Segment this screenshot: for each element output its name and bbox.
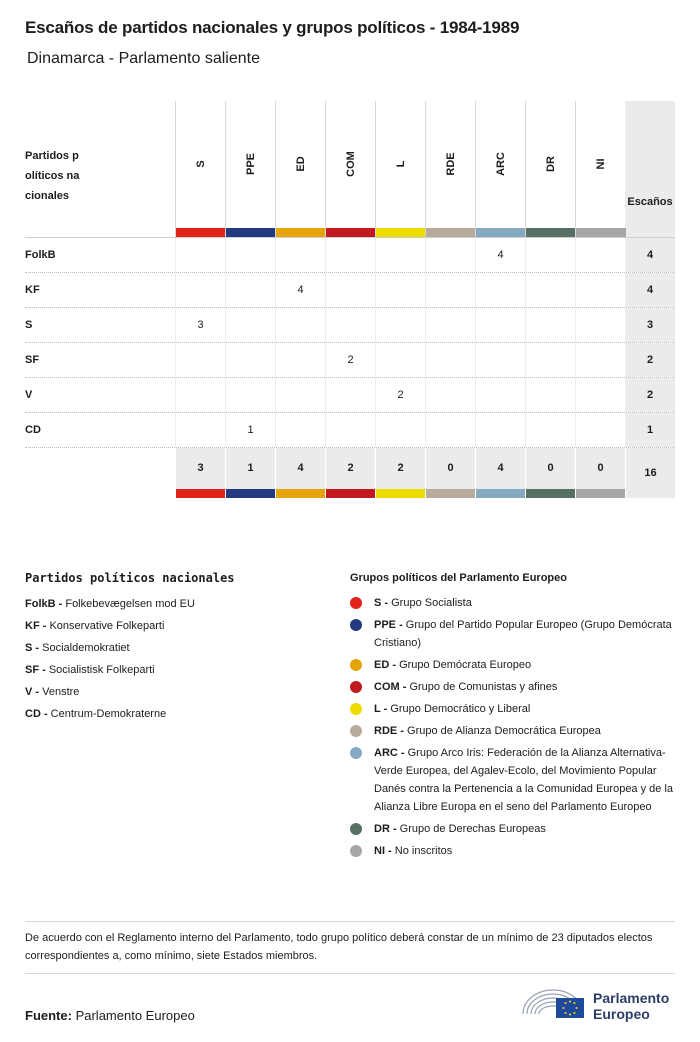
group-total-cell xyxy=(475,448,525,498)
legend-name: Grupo del Partido Popular Europeo (Grupo Demócrata Cristiano) xyxy=(374,619,672,649)
seat-cell xyxy=(375,308,425,342)
seat-cell xyxy=(375,273,425,307)
group-code: COM xyxy=(345,151,357,177)
seat-cell xyxy=(475,378,525,412)
group-color-strip xyxy=(226,489,275,498)
seat-cell xyxy=(425,238,475,272)
european-parliament-logo xyxy=(520,984,680,1022)
group-total-value: 0 xyxy=(547,462,554,474)
group-code: NI xyxy=(595,158,607,170)
group-color-strip xyxy=(476,228,526,237)
legend-code: SF xyxy=(25,664,40,676)
group-color-dot xyxy=(350,725,362,737)
seat-cell xyxy=(275,378,325,412)
seat-cell xyxy=(525,343,575,377)
corner-label: Partidos políticos nacionales xyxy=(25,150,80,202)
seat-cell xyxy=(275,308,325,342)
seat-cell xyxy=(575,378,625,412)
seat-cell xyxy=(225,378,275,412)
seat-cell xyxy=(175,238,225,272)
legend-code: L xyxy=(374,703,381,715)
seat-cell xyxy=(375,238,425,272)
group-color-dot xyxy=(350,823,362,835)
grand-total-value: 16 xyxy=(644,467,657,479)
table-body xyxy=(25,238,675,448)
national-parties-legend xyxy=(25,571,325,725)
seat-cell xyxy=(525,378,575,412)
group-color-dot xyxy=(350,659,362,671)
seat-cell xyxy=(575,308,625,342)
seat-cell xyxy=(275,413,325,447)
logo-line-2: Europeo xyxy=(593,1006,650,1022)
legend-code: KF xyxy=(25,620,40,632)
legend-name: Socialistisk Folkeparti xyxy=(48,664,155,676)
legend-item: ARC - Grupo Arco Iris: Federación de la Alianza Alternativa-Verde Europea, del Agalev-Ecolo, del Movimiento Popular Danés contra la Pertenencia a la Comunidad Europea y de la Alianza Libre Europa en el seno del Parlamento Europeo xyxy=(350,744,675,816)
group-column-header xyxy=(375,101,426,237)
seat-cell xyxy=(525,308,575,342)
seat-cell xyxy=(275,238,325,272)
group-color-dot xyxy=(350,845,362,857)
party-name: FolkB xyxy=(25,249,56,261)
legend-item: SF - Socialistisk Folkeparti xyxy=(25,664,155,676)
political-groups-legend-title: Grupos políticos del Parlamento Europeo xyxy=(350,572,567,584)
seat-cell xyxy=(375,343,425,377)
row-seat-total: 2 xyxy=(625,378,675,412)
legend-item: L - Grupo Democrático y Liberal xyxy=(350,700,675,718)
seat-cell xyxy=(325,413,375,447)
legend-code: S xyxy=(25,642,33,654)
seat-cell xyxy=(325,273,375,307)
legend-code: CD xyxy=(25,708,41,720)
group-column-header xyxy=(325,101,376,237)
group-total-cell xyxy=(375,448,425,498)
group-total-cell xyxy=(225,448,275,498)
rules-note: De acuerdo con el Reglamento interno del Parlamento, todo grupo político deberá constar de un mínimo de 23 diputados electos correspondientes a, como mínimo, siete Estados miembros. xyxy=(25,921,675,974)
group-total-value: 2 xyxy=(397,462,404,474)
seats-table xyxy=(25,101,675,498)
seat-cell xyxy=(425,413,475,447)
group-total-cell xyxy=(325,448,375,498)
party-name: S xyxy=(25,319,33,331)
seat-cell: 4 xyxy=(275,273,325,307)
group-color-strip xyxy=(526,228,576,237)
group-color-strip xyxy=(326,228,376,237)
group-total-cell xyxy=(525,448,575,498)
seat-cell xyxy=(225,238,275,272)
group-color-dot xyxy=(350,597,362,609)
seat-cell xyxy=(475,273,525,307)
group-column-header xyxy=(225,101,276,237)
group-total-value: 4 xyxy=(297,462,304,474)
legend-code: S xyxy=(374,597,382,609)
seat-cell xyxy=(175,413,225,447)
legend-item: NI - No inscritos xyxy=(350,842,675,860)
seat-cell: 4 xyxy=(475,238,525,272)
legend-code: ARC xyxy=(374,747,398,759)
party-name: CD xyxy=(25,424,41,436)
seats-column-header xyxy=(625,101,675,237)
seat-cell xyxy=(375,413,425,447)
seat-cell xyxy=(225,273,275,307)
table-row xyxy=(25,413,675,448)
party-name: SF xyxy=(25,354,40,366)
row-seat-total: 4 xyxy=(625,273,675,307)
group-color-strip xyxy=(576,489,625,498)
seat-cell xyxy=(525,413,575,447)
legend-item: FolkB - Folkebevægelsen mod EU xyxy=(25,598,195,610)
source-label: Fuente: xyxy=(25,1008,72,1023)
seat-cell xyxy=(575,273,625,307)
group-code: L xyxy=(395,160,407,168)
group-code: S xyxy=(195,160,207,168)
group-color-strip xyxy=(176,489,225,498)
group-color-dot xyxy=(350,747,362,759)
seat-cell xyxy=(475,343,525,377)
table-header xyxy=(25,101,675,238)
seat-cell xyxy=(425,273,475,307)
legend-item: S - Socialdemokratiet xyxy=(25,642,130,654)
group-total-cell xyxy=(575,448,625,498)
legend-code: FolkB xyxy=(25,598,56,610)
party-name: KF xyxy=(25,284,40,296)
group-color-strip xyxy=(376,228,426,237)
source-line xyxy=(25,1008,195,1023)
seat-cell xyxy=(425,378,475,412)
legend-item: PPE - Grupo del Partido Popular Europeo (Grupo Demócrata Cristiano) xyxy=(350,616,675,652)
legend-code: COM xyxy=(374,681,400,693)
seat-cell xyxy=(225,308,275,342)
group-column-header xyxy=(475,101,526,237)
seat-cell: 3 xyxy=(175,308,225,342)
legend-item: DR - Grupo de Derechas Europeas xyxy=(350,820,675,838)
legend-name: Grupo Democrático y Liberal xyxy=(390,703,531,715)
group-total-value: 4 xyxy=(497,462,504,474)
legend-item: S - Grupo Socialista xyxy=(350,594,675,612)
seat-cell xyxy=(275,343,325,377)
group-color-dot xyxy=(350,703,362,715)
legend-code: NI xyxy=(374,845,385,857)
seat-cell xyxy=(475,308,525,342)
table-row xyxy=(25,238,675,273)
row-seat-total: 2 xyxy=(625,343,675,377)
group-color-strip xyxy=(276,228,326,237)
legend-code: RDE xyxy=(374,725,398,737)
seat-cell xyxy=(325,238,375,272)
group-code: PPE xyxy=(245,153,257,176)
group-total-cell xyxy=(425,448,475,498)
group-total-value: 0 xyxy=(597,462,604,474)
legend-code: ED xyxy=(374,659,390,671)
group-color-strip xyxy=(476,489,525,498)
legend-name: Grupo Demócrata Europeo xyxy=(399,659,532,671)
group-color-strip xyxy=(326,489,375,498)
group-color-strip xyxy=(426,228,476,237)
group-color-strip xyxy=(376,489,425,498)
group-column-header xyxy=(525,101,576,237)
group-total-cell xyxy=(275,448,325,498)
grand-total-cell xyxy=(625,448,675,498)
legend-code: PPE xyxy=(374,619,397,631)
group-color-strip xyxy=(576,228,626,237)
group-color-strip xyxy=(276,489,325,498)
seat-cell xyxy=(575,343,625,377)
political-groups-legend xyxy=(350,572,675,864)
seat-cell xyxy=(425,308,475,342)
seat-cell xyxy=(325,378,375,412)
seat-cell xyxy=(225,343,275,377)
group-color-strip xyxy=(426,489,475,498)
seat-cell xyxy=(175,343,225,377)
table-row xyxy=(25,343,675,378)
national-parties-legend-title: Partidos políticos nacionales xyxy=(25,571,235,585)
group-column-header xyxy=(425,101,476,237)
party-name: V xyxy=(25,389,33,401)
legend-code: DR xyxy=(374,823,390,835)
table-row xyxy=(25,308,675,343)
group-code: ED xyxy=(295,156,307,172)
seat-cell xyxy=(475,413,525,447)
table-row xyxy=(25,273,675,308)
seat-cell xyxy=(575,413,625,447)
page-subtitle: Dinamarca - Parlamento saliente xyxy=(27,50,260,67)
legend-name: Grupo de Alianza Democrática Europea xyxy=(407,725,601,737)
seat-cell xyxy=(525,273,575,307)
legend-item: RDE - Grupo de Alianza Democrática Europea xyxy=(350,722,675,740)
legend-name: Centrum-Demokraterne xyxy=(50,708,167,720)
group-code: DR xyxy=(545,156,557,172)
seat-cell xyxy=(175,378,225,412)
totals-row xyxy=(25,448,675,498)
source-value: Parlamento Europeo xyxy=(75,1008,195,1023)
legend-name: No inscritos xyxy=(394,845,453,857)
legend-item: KF - Konservative Folkeparti xyxy=(25,620,165,632)
page-title: Escaños de partidos nacionales y grupos políticos - 1984-1989 xyxy=(25,18,520,37)
seat-cell xyxy=(575,238,625,272)
seat-cell xyxy=(175,273,225,307)
group-color-dot xyxy=(350,619,362,631)
seat-cell xyxy=(525,238,575,272)
seat-cell xyxy=(325,308,375,342)
legend-name: Konservative Folkeparti xyxy=(49,620,165,632)
row-seat-total: 1 xyxy=(625,413,675,447)
group-code: RDE xyxy=(445,152,457,176)
legend-name: Folkebevægelsen mod EU xyxy=(65,598,195,610)
logo-line-1: Parlamento xyxy=(593,990,670,1006)
legend-name: Grupo Socialista xyxy=(391,597,472,609)
group-total-cell xyxy=(175,448,225,498)
legend-name: Grupo Arco Iris: Federación de la Alianza Alternativa-Verde Europea, del Agalev-Ecolo, del Movimiento Popular Danés contra la Pertenencia a la Comunidad Europea y de la Alianza Libre Europa en el seno del Parlamento Europeo xyxy=(374,747,674,813)
legend-item: COM - Grupo de Comunistas y afines xyxy=(350,678,675,696)
seat-cell: 2 xyxy=(375,378,425,412)
group-column-header xyxy=(575,101,626,237)
group-column-header xyxy=(275,101,326,237)
parliament-hemicycle-icon xyxy=(520,984,586,1022)
legend-item: ED - Grupo Demócrata Europeo xyxy=(350,656,675,674)
group-total-value: 2 xyxy=(347,462,354,474)
group-code: ARC xyxy=(495,152,507,176)
group-color-dot xyxy=(350,681,362,693)
seat-cell: 1 xyxy=(225,413,275,447)
group-color-strip xyxy=(226,228,276,237)
group-column-header xyxy=(175,101,226,237)
legend-name: Socialdemokratiet xyxy=(42,642,130,654)
legend-item: CD - Centrum-Demokraterne xyxy=(25,708,167,720)
row-seat-total: 4 xyxy=(625,238,675,272)
seat-cell xyxy=(425,343,475,377)
group-color-strip xyxy=(176,228,226,237)
group-total-value: 0 xyxy=(447,462,454,474)
group-total-value: 1 xyxy=(247,462,254,474)
legend-name: Grupo de Comunistas y afines xyxy=(409,681,558,693)
seat-cell: 2 xyxy=(325,343,375,377)
legend-code: V xyxy=(25,686,33,698)
table-row xyxy=(25,378,675,413)
row-seat-total: 3 xyxy=(625,308,675,342)
seats-label: Escaños xyxy=(627,196,673,208)
group-color-strip xyxy=(526,489,575,498)
legend-name: Venstre xyxy=(42,686,80,698)
legend-name: Grupo de Derechas Europeas xyxy=(399,823,546,835)
legend-item: V - Venstre xyxy=(25,686,80,698)
group-total-value: 3 xyxy=(197,462,204,474)
